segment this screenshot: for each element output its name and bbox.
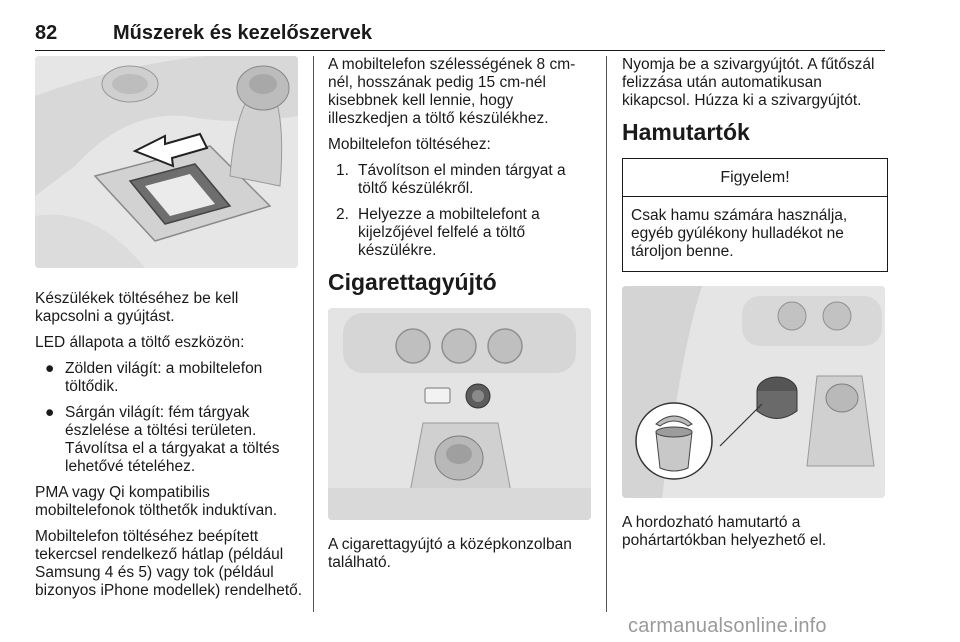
watermark: carmanualsonline.info: [628, 615, 827, 637]
bullet-icon: ●: [45, 404, 55, 421]
paragraph: PMA vagy Qi kompatibilis mobiltelefonok tölthetők induktívan.: [35, 484, 278, 519]
list-item: [328, 206, 596, 260]
wireless-charger-illustration: [35, 56, 298, 268]
paragraph: Mobiltelefon töltéséhez:: [328, 136, 491, 153]
paragraph: Nyomja be a szivargyújtót. A fűtőszál felizzása után automatikusan kikapcsol. Húzza ki a szivargyújtót.: [622, 56, 875, 109]
list-item: [328, 162, 596, 198]
header-rule: [35, 50, 885, 51]
section-heading: Cigarettagyújtó: [328, 269, 497, 295]
paragraph: LED állapota a töltő eszközön:: [35, 334, 245, 351]
paragraph: A mobiltelefon szélességének 8 cm-nél, hosszának pedig 15 cm-nél kisebbnek kell lennie, hogy illeszkedjen a töltő készülékhez.: [328, 56, 576, 127]
paragraph: Mobiltelefon töltéséhez beépített tekercsel rendelkező hátlap (például Samsung 4 és 5) vagy tok (például bizonyos iPhone modellek) rendelhető.: [35, 528, 303, 599]
column-3: [622, 56, 888, 558]
page-title: Műszerek és kezelőszervek: [113, 22, 373, 44]
column-1: [35, 56, 303, 608]
ashtray-illustration: [622, 286, 885, 498]
list-item-text: Helyezze a mobiltelefont a kijelzőjével felfelé a töltő készülékre.: [358, 206, 540, 259]
step-number: 1.: [336, 162, 349, 179]
list-item: [35, 404, 303, 476]
section-heading: Hamutartók: [622, 119, 750, 145]
warning-title: Figyelem!: [623, 159, 887, 197]
list-item-text: Sárgán világít: fém tárgyak észlelése a töltési területen. Távolítsa el a tárgyakat a töltés lehetővé tételéhez.: [65, 404, 280, 475]
page-number: 82: [35, 22, 58, 44]
list-item-text: Távolítson el minden tárgyat a töltő készülékről.: [358, 162, 566, 197]
paragraph: A hordozható hamutartó a pohártartókban helyezhető el.: [622, 514, 827, 549]
step-number: 2.: [336, 206, 349, 223]
column-divider: [606, 56, 607, 612]
page-header: [35, 10, 885, 50]
led-status-list: [35, 360, 303, 476]
column-divider: [313, 56, 314, 612]
list-item-text: Zölden világít: a mobiltelefon töltődik.: [65, 360, 263, 395]
charging-steps: [328, 162, 596, 260]
list-item: [35, 360, 303, 396]
warning-box: [622, 158, 888, 272]
bullet-icon: ●: [45, 360, 55, 377]
column-2: [328, 56, 596, 580]
warning-text: Csak hamu számára használja, egyéb gyúlékony hulladékot ne tároljon benne.: [631, 207, 848, 260]
paragraph: Készülékek töltéséhez be kell kapcsolni a gyújtást.: [35, 290, 239, 325]
paragraph: A cigarettagyújtó a középkonzolban található.: [328, 536, 572, 571]
cigarette-lighter-illustration: [328, 308, 591, 520]
